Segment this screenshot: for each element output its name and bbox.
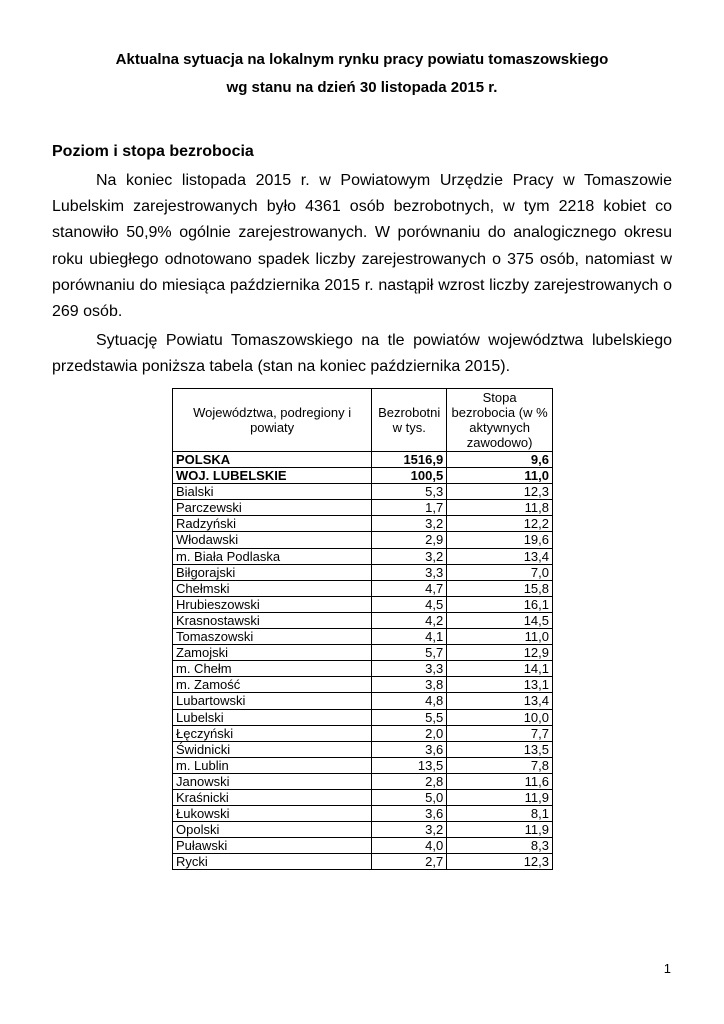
table-row [173, 709, 553, 725]
row-rate: 12,3 [447, 854, 553, 870]
row-name: Tomaszowski [173, 629, 372, 645]
row-unemployed: 2,9 [372, 532, 447, 548]
row-rate: 8,3 [447, 838, 553, 854]
row-unemployed: 3,2 [372, 516, 447, 532]
row-name: Opolski [173, 822, 372, 838]
row-name: m. Biała Podlaska [173, 548, 372, 564]
row-unemployed: 1,7 [372, 500, 447, 516]
row-rate: 12,2 [447, 516, 553, 532]
row-unemployed: 4,1 [372, 629, 447, 645]
row-name: Rycki [173, 854, 372, 870]
row-name: Bialski [173, 484, 372, 500]
row-name: POLSKA [173, 452, 372, 468]
table-row [173, 645, 553, 661]
row-unemployed: 5,3 [372, 484, 447, 500]
row-unemployed: 13,5 [372, 757, 447, 773]
row-rate: 7,0 [447, 564, 553, 580]
header-unemployed: Bezrobotni w tys. [372, 389, 447, 452]
table-row [173, 548, 553, 564]
table-row [173, 612, 553, 628]
row-name: m. Zamość [173, 677, 372, 693]
page-number: 1 [663, 961, 671, 976]
table-row [173, 725, 553, 741]
row-rate: 11,0 [447, 468, 553, 484]
row-name: Włodawski [173, 532, 372, 548]
row-unemployed: 3,3 [372, 661, 447, 677]
row-rate: 11,6 [447, 773, 553, 789]
row-name: Chełmski [173, 580, 372, 596]
row-unemployed: 3,2 [372, 822, 447, 838]
table-row [173, 452, 553, 468]
row-unemployed: 4,7 [372, 580, 447, 596]
row-name: Biłgorajski [173, 564, 372, 580]
table-row [173, 516, 553, 532]
row-unemployed: 3,3 [372, 564, 447, 580]
table-row [173, 773, 553, 789]
row-rate: 12,9 [447, 645, 553, 661]
row-unemployed: 2,8 [372, 773, 447, 789]
table-row [173, 677, 553, 693]
row-rate: 9,6 [447, 452, 553, 468]
row-rate: 15,8 [447, 580, 553, 596]
row-unemployed: 5,0 [372, 789, 447, 805]
row-rate: 13,5 [447, 741, 553, 757]
row-name: Łęczyński [173, 725, 372, 741]
row-rate: 13,4 [447, 693, 553, 709]
row-unemployed: 4,8 [372, 693, 447, 709]
row-name: m. Chełm [173, 661, 372, 677]
document-title: Aktualna sytuacja na lokalnym rynku pracy powiatu tomaszowskiego [115, 51, 609, 68]
row-name: Łukowski [173, 806, 372, 822]
table-row [173, 629, 553, 645]
row-name: Kraśnicki [173, 789, 372, 805]
row-unemployed: 3,2 [372, 548, 447, 564]
table-row [173, 789, 553, 805]
row-name: Lubelski [173, 709, 372, 725]
row-unemployed: 1516,9 [372, 452, 447, 468]
header-rate: Stopa bezrobocia (w % aktywnych zawodowo) [447, 389, 553, 452]
row-unemployed: 3,6 [372, 741, 447, 757]
row-unemployed: 4,5 [372, 596, 447, 612]
table-row [173, 661, 553, 677]
row-rate: 11,8 [447, 500, 553, 516]
table-row [173, 854, 553, 870]
row-rate: 14,1 [447, 661, 553, 677]
row-name: Hrubieszowski [173, 596, 372, 612]
row-rate: 8,1 [447, 806, 553, 822]
row-rate: 13,4 [447, 548, 553, 564]
table-row [173, 806, 553, 822]
row-name: Świdnicki [173, 741, 372, 757]
table-row [173, 822, 553, 838]
row-unemployed: 3,6 [372, 806, 447, 822]
row-rate: 13,1 [447, 677, 553, 693]
section-heading: Poziom i stopa bezrobocia [52, 143, 254, 160]
row-unemployed: 2,7 [372, 854, 447, 870]
row-name: Janowski [173, 773, 372, 789]
table-row [173, 757, 553, 773]
table-row [173, 532, 553, 548]
row-name: Radzyński [173, 516, 372, 532]
row-name: Krasnostawski [173, 612, 372, 628]
row-rate: 11,9 [447, 789, 553, 805]
row-unemployed: 4,2 [372, 612, 447, 628]
row-name: Zamojski [173, 645, 372, 661]
row-name: WOJ. LUBELSKIE [173, 468, 372, 484]
table-row [173, 741, 553, 757]
row-unemployed: 5,5 [372, 709, 447, 725]
paragraph-intro: Na koniec listopada 2015 r. w Powiatowym Urzędzie Pracy w Tomaszowie Lubelskim zarejestrowanych było 4361 osób bezrobotnych, w tym 2218 kobiet co stanowiło 50,9% ogólnie zarejestrowanych. W porównaniu do analogicznego okresu roku ubiegłego odnotowano spadek liczby zarejestrowanych o 375 osób, natomiast w porównaniu do miesiąca października 2015 r. nastąpił wzrost liczby zarejestrowanych o 269 osób. [52, 172, 672, 321]
table-row [173, 580, 553, 596]
row-rate: 7,8 [447, 757, 553, 773]
document-subtitle: wg stanu na dzień 30 listopada 2015 r. [226, 79, 498, 96]
row-rate: 19,6 [447, 532, 553, 548]
row-unemployed: 4,0 [372, 838, 447, 854]
row-rate: 14,5 [447, 612, 553, 628]
row-rate: 7,7 [447, 725, 553, 741]
row-rate: 10,0 [447, 709, 553, 725]
row-unemployed: 2,0 [372, 725, 447, 741]
row-rate: 11,0 [447, 629, 553, 645]
table-row [173, 693, 553, 709]
row-rate: 11,9 [447, 822, 553, 838]
table-row [173, 500, 553, 516]
row-name: Puławski [173, 838, 372, 854]
row-name: m. Lublin [173, 757, 372, 773]
table-row [173, 596, 553, 612]
header-region: Województwa, podregiony i powiaty [173, 389, 372, 452]
table-row [173, 564, 553, 580]
row-unemployed: 100,5 [372, 468, 447, 484]
row-rate: 16,1 [447, 596, 553, 612]
row-rate: 12,3 [447, 484, 553, 500]
row-name: Parczewski [173, 500, 372, 516]
table-body [173, 452, 553, 870]
table-header-row [173, 389, 553, 452]
table-row [173, 468, 553, 484]
table-row [173, 484, 553, 500]
row-name: Lubartowski [173, 693, 372, 709]
paragraph-table-intro: Sytuację Powiatu Tomaszowskiego na tle powiatów województwa lubelskiego przedstawia poniższa tabela (stan na koniec października 2015). [52, 332, 672, 376]
row-unemployed: 3,8 [372, 677, 447, 693]
row-unemployed: 5,7 [372, 645, 447, 661]
table-row [173, 838, 553, 854]
unemployment-table [172, 388, 553, 870]
